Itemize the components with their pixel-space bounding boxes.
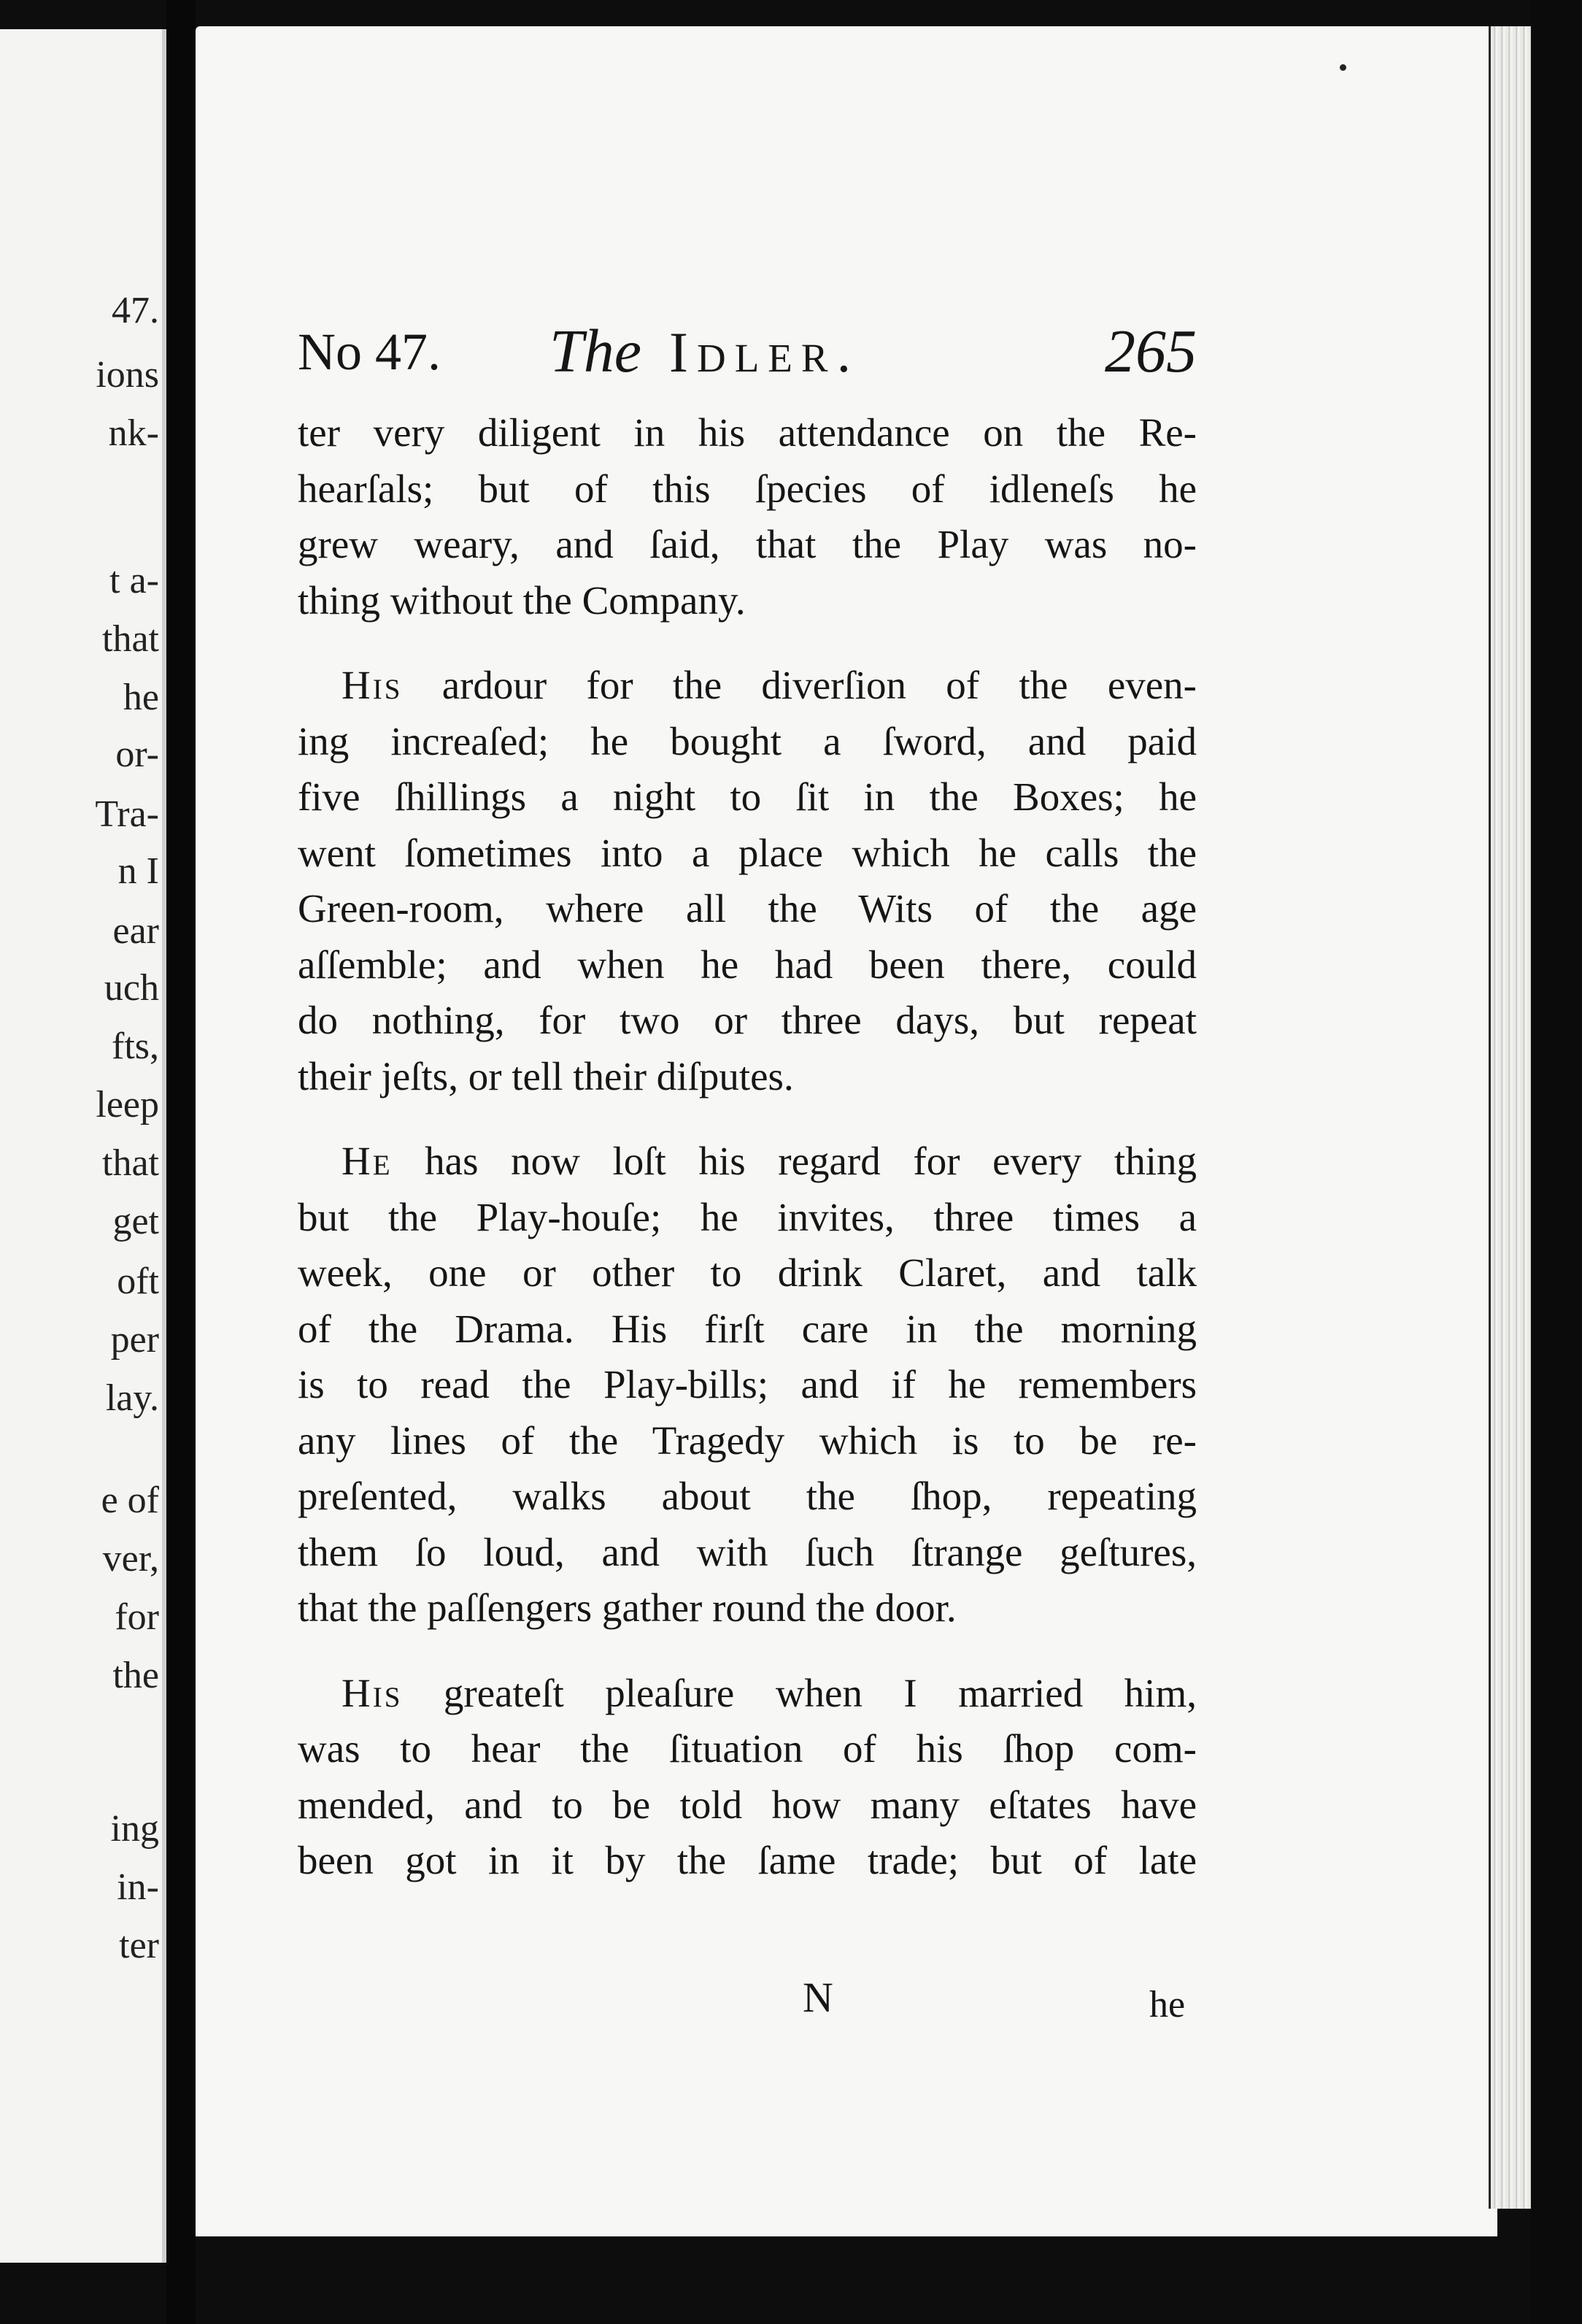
title-idler: Idler. [669,320,860,384]
paragraph-lead: His [342,663,403,707]
text-line: any lines of the Tragedy which is to be re- [298,1417,1197,1463]
left-fragment: e of [101,1480,159,1521]
text-line: of the Drama. His firſt care in the morning [298,1306,1197,1351]
left-fragment: he [123,677,159,718]
text-line: Green-room, where all the Wits of the age [298,886,1197,931]
line-text: greateſt pleaſure when I married him, [402,1670,1197,1715]
left-fragment: or- [115,734,159,775]
left-fragment: Tra- [95,793,159,835]
left-fragment: oft [117,1261,159,1302]
text-line: ter very diligent in his attendance on the Re- [298,410,1197,455]
left-fragment: get [112,1201,159,1242]
text-line: is to read the Play-bills; and if he remembers [298,1362,1197,1407]
catchword: he [1149,1984,1186,2025]
book-gutter [166,0,196,2324]
text-line: their jeſts, or tell their diſputes. [298,1053,794,1098]
paragraph-lead: His [342,1670,403,1715]
text-line: but the Play-houſe; he invites, three times a [298,1194,1197,1239]
text-line: that the paſſengers gather round the door. [298,1585,957,1630]
paragraph [298,1134,1197,1636]
text-line: them ſo loud, and with ſuch ſtrange geſtures, [298,1529,1197,1574]
left-fragment: ter [119,1925,159,1966]
left-fragment: in- [117,1866,159,1908]
left-fragment: ear [112,910,159,952]
left-fragment: t a- [109,560,159,601]
signature-mark: N [803,1974,833,2021]
text-line: week, one or other to drink Claret, and talk [298,1250,1197,1295]
text-line: mended, and to be told how many eſtates have [298,1782,1197,1827]
left-fragment: that [102,1142,159,1184]
left-fragment: ver, [102,1538,159,1580]
text-line: was to hear the ſituation of his ſhop com- [298,1726,1197,1771]
line-text: ardour for the diverſion of the even- [402,663,1197,707]
text-line: five ſhillings a night to ſit in the Boxes; he [298,774,1197,819]
text-line: preſented, walks about the ſhop, repeating [298,1474,1197,1518]
text-line [298,1666,1197,1722]
left-facing-page [0,29,166,2263]
left-fragment: lay. [105,1377,159,1419]
right-shadow [1531,0,1582,2324]
line-text: has now loſt his regard for every thing [392,1139,1197,1183]
left-fragment: uch [104,967,159,1009]
left-fragment: n I [117,850,159,892]
left-fragment: nk- [108,412,159,454]
text-line: grew weary, and ſaid, that the Play was no- [298,522,1197,566]
running-title [549,315,860,389]
body-text [298,405,1197,1889]
left-fragment: leep [96,1084,159,1126]
text-line: aſſemble; and when he had been there, could [298,942,1197,987]
left-fragment: 47. [112,290,159,331]
paragraph-lead: He [342,1139,393,1183]
running-head [298,315,1197,388]
issue-number: No 47. [298,323,441,381]
text-line: hearſals; but of this ſpecies of idleneſs he [298,466,1197,511]
paragraph [298,658,1197,1104]
text-line: do nothing, for two or three days, but repeat [298,998,1197,1042]
page-edges [1489,26,1533,2209]
paper-speck [1340,64,1346,71]
text-line: went ſometimes into a place which he calls the [298,830,1197,875]
text-line: ing increaſed; he bought a ſword, and paid [298,718,1197,763]
text-line: thing without the Company. [298,577,746,623]
left-fragment: per [110,1319,159,1361]
text-line [298,1134,1197,1190]
left-fragment: the [112,1655,159,1696]
left-fragment: for [115,1596,159,1638]
title-the: The [549,318,641,385]
text-line [298,658,1197,714]
left-fragment: ions [96,354,159,396]
paragraph [298,1666,1197,1889]
paragraph [298,405,1197,628]
text-line: been got in it by the ſame trade; but of late [298,1838,1197,1882]
left-fragment: fts, [112,1026,159,1067]
left-fragment: that [102,618,159,660]
left-fragment: ing [110,1808,159,1850]
page-number: 265 [1105,318,1197,385]
